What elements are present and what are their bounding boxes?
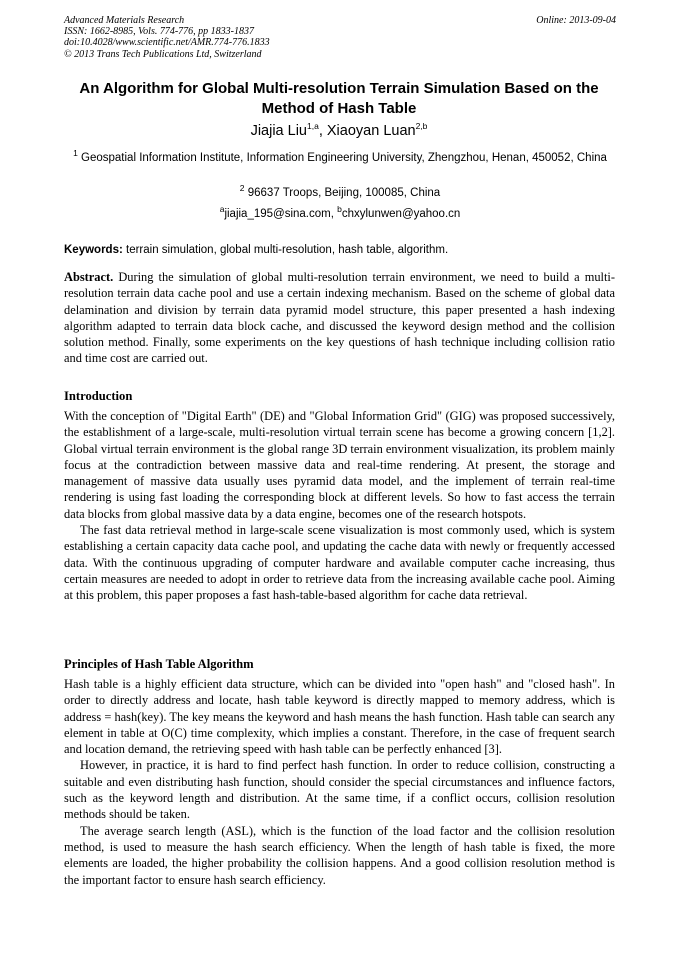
email-address: jiajia_195@sina.com (224, 208, 331, 220)
copyright-line: © 2013 Trans Tech Publications Ltd, Switzerland (64, 48, 262, 60)
author-superscript: 1,a (307, 121, 319, 132)
abstract (64, 269, 615, 367)
affiliation-superscript: 2 (239, 183, 245, 194)
email-line (64, 206, 616, 222)
affiliation-1 (64, 150, 616, 166)
keywords-label: Keywords: (64, 244, 123, 256)
email-superscript: b (337, 204, 342, 215)
affiliation-2 (64, 185, 616, 201)
author-name: Jiajia Liu (250, 123, 307, 139)
email-address: chxylunwen@yahoo.cn (341, 208, 461, 220)
paragraph: The fast data retrieval method in large-scale scene visualization is most commonly used, which is system establishing a certain capacity data cache pool, and updating the cache data with newly or frequently accessed data. With the continuous upgrading of computer hardware and available computer cache increasing, thus certain measures are needed to adopt in order to retrieve data from the increasing available cache pool. Aiming at this problem, this paper proposes a fast hash-table-based algorithm for cache data retrieval. (64, 523, 615, 603)
email-separator: , (330, 208, 338, 220)
doi-line: doi:10.4028/www.scientific.net/AMR.774-776.1833 (64, 37, 270, 49)
keywords-text: terrain simulation, global multi-resolution, hash table, algorithm. (126, 244, 449, 256)
online-date: Online: 2013-09-04 (536, 15, 616, 26)
paragraph: The average search length (ASL), which is the function of the load factor and the collision resolution method, is used to measure the hash search efficiency. When the length of hash table is fixed, the more elements are loaded, the higher probability the collision happens. And a good collision resolution method is the important factor to ensure hash search efficiency. (64, 823, 615, 887)
paragraph: However, in practice, it is hard to find perfect hash function. In order to reduce collision, constructing a suitable and even distributing hash function, should consider the special circumstances and influence factors, such as the keyword length and distribution. At the same time, if a conflict occurs, collision resolution methods should be taken. (64, 758, 615, 822)
email-superscript: a (219, 204, 225, 215)
author-separator: , (318, 123, 327, 139)
section-heading-introduction: Introduction (64, 389, 133, 403)
introduction-body (64, 408, 615, 604)
journal-name: Advanced Materials Research (64, 15, 185, 26)
hash-table-body (64, 676, 615, 888)
abstract-label: Abstract. (64, 270, 114, 284)
paper-title: An Algorithm for Global Multi-resolution Terrain Simulation Based on the Method of Hash Table (79, 80, 599, 117)
affiliation-text: 96637 Troops, Beijing, 100085, China (247, 187, 441, 199)
issn-line: ISSN: 1662-8985, Vols. 774-776, pp 1833-1837 (64, 26, 254, 38)
keywords-line (64, 242, 616, 258)
author-name: Xiaoyan Luan (326, 123, 416, 139)
paragraph: With the conception of "Digital Earth" (DE) and "Global Information Grid" (GIG) was proposed successively, the establishment of a large-scale, multi-resolution virtual terrain scene has become a growing concern [1,2]. Global virtual terrain environment is the global range 3D terrain environment visualization, its problem mainly focus at the contradiction between massive data and real-time rendering. At present, the storage and management of massive data usually uses pyramid data model, and the implement of terrain real-time rendering is using fast loading the corresponding block at different levels. So how to fast access the terrain data blocks from global massive data by a data engine, becomes one of the research hotspots. (64, 409, 615, 521)
paragraph: Hash table is a highly efficient data structure, which can be divided into "open hash" and "closed hash". In order to directly address and locate, hash table keyword is directly mapped to memory address, which is address = hash(key). The key means the keyword and hash means the hash function. Hash table can search any element in table at O(C) time complexity, which implies a constant. Therefore, in the case of frequent search and location demand, the retrieving speed with hash table can be perfectly enhanced [3]. (64, 677, 615, 757)
section-heading-hash-table: Principles of Hash Table Algorithm (64, 657, 254, 671)
abstract-text: During the simulation of global multi-resolution terrain environment, we need to build a multi-resolution terrain data cache pool and use a certain indexing mechanism. Based on the scheme of global data delamination and division by terrain data pyramid model structure, this paper presented a hash indexing algorithm adapted to terrain data block cache, and discussed the keyword design method and the collision solution method. Finally, some experiments on the key questions of hash technique including collision ratio and time cost are carried out. (64, 270, 615, 366)
affiliation-text: Geospatial Information Institute, Information Engineering University, Zhengzhou, Henan, 450052, China (81, 152, 607, 164)
affiliation-superscript: 1 (73, 148, 78, 159)
author-line (60, 122, 618, 140)
journal-header (64, 15, 616, 60)
author-superscript: 2,b (415, 121, 428, 132)
